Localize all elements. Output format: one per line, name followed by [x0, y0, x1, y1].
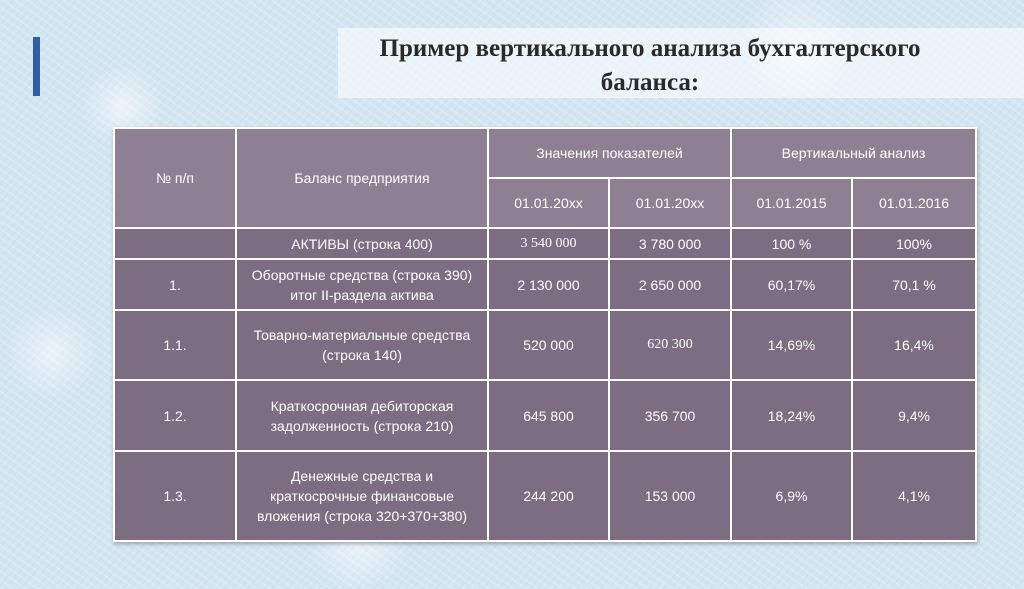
table-row [114, 310, 976, 380]
row-analysis-1: 60,17% [731, 259, 852, 310]
accent-bar [33, 37, 40, 96]
header-number: № п/п [114, 128, 236, 228]
row-value-1: 2 130 000 [488, 259, 609, 310]
row-name: Денежные средства и краткосрочные финансовые вложения (строка 320+370+380) [236, 451, 488, 541]
row-number [114, 228, 236, 259]
row-name: АКТИВЫ (строка 400) [236, 228, 488, 259]
row-number: 1.2. [114, 380, 236, 451]
table-row [114, 228, 976, 259]
row-analysis-2: 70,1 % [852, 259, 976, 310]
header-date: 01.01.2016 [852, 178, 976, 228]
header-balance: Баланс предприятия [236, 128, 488, 228]
header-values-group: Значения показателей [488, 128, 731, 178]
row-name: Оборотные средства (строка 390) итог II-раздела актива [236, 259, 488, 310]
table-row [114, 380, 976, 451]
row-analysis-2: 4,1% [852, 451, 976, 541]
table-row [114, 451, 976, 541]
row-name: Товарно-материальные средства (строка 140) [236, 310, 488, 380]
row-analysis-1: 6,9% [731, 451, 852, 541]
row-value-2: 620 300 [609, 310, 731, 380]
row-number: 1. [114, 259, 236, 310]
row-analysis-1: 18,24% [731, 380, 852, 451]
table-row [114, 259, 976, 310]
row-value-2: 356 700 [609, 380, 731, 451]
row-analysis-2: 9,4% [852, 380, 976, 451]
row-analysis-2: 100% [852, 228, 976, 259]
header-row-1 [114, 128, 976, 178]
row-value-1: 3 540 000 [488, 228, 609, 259]
header-date: 01.01.2015 [731, 178, 852, 228]
balance-table [113, 127, 977, 542]
row-value-1: 244 200 [488, 451, 609, 541]
row-analysis-1: 14,69% [731, 310, 852, 380]
row-analysis-2: 16,4% [852, 310, 976, 380]
row-number: 1.3. [114, 451, 236, 541]
header-date: 01.01.20хх [488, 178, 609, 228]
row-name: Краткосрочная дебиторская задолженность (строка 210) [236, 380, 488, 451]
page-title: Пример вертикального анализа бухгалтерского баланса: [379, 35, 921, 96]
header-date: 01.01.20хх [609, 178, 731, 228]
row-value-2: 153 000 [609, 451, 731, 541]
row-value-1: 520 000 [488, 310, 609, 380]
row-value-1: 645 800 [488, 380, 609, 451]
row-analysis-1: 100 % [731, 228, 852, 259]
balance-table-container [113, 127, 977, 542]
row-value-2: 3 780 000 [609, 228, 731, 259]
row-number: 1.1. [114, 310, 236, 380]
row-value-2: 2 650 000 [609, 259, 731, 310]
header-analysis-group: Вертикальный анализ [731, 128, 976, 178]
